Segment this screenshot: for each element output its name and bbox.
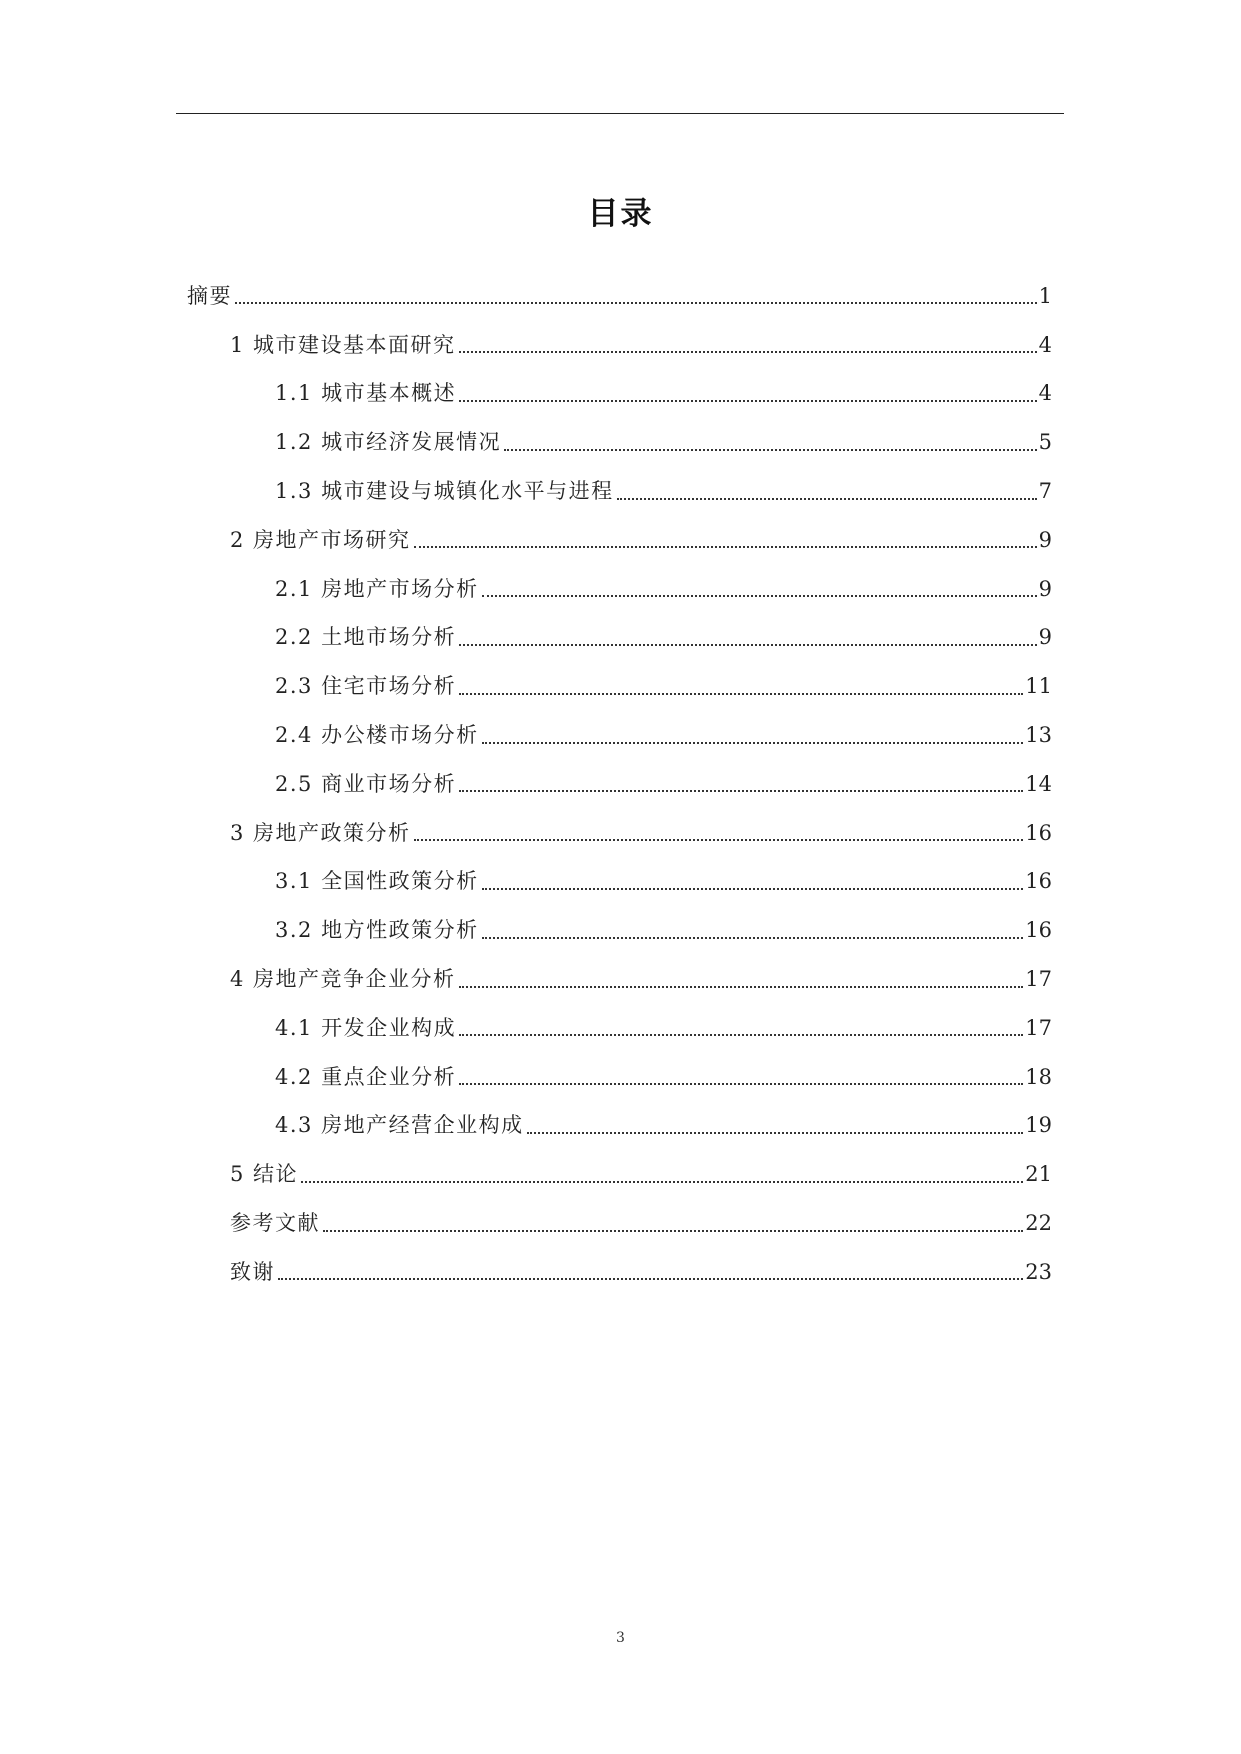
toc-entry-page: 16 bbox=[1025, 918, 1052, 943]
toc-entry-page: 14 bbox=[1025, 771, 1052, 796]
toc-entry-page: 17 bbox=[1025, 967, 1052, 992]
toc-entry[interactable] bbox=[0, 662, 1241, 711]
toc-entry-page: 16 bbox=[1025, 820, 1052, 845]
toc-dot-leader bbox=[459, 644, 1037, 646]
toc-entry[interactable] bbox=[0, 1053, 1241, 1102]
toc-entry[interactable] bbox=[0, 418, 1241, 467]
toc-dot-leader bbox=[459, 1034, 1023, 1036]
toc-entry-page: 1 bbox=[1038, 283, 1052, 308]
toc-entry-label: 2.5 商业市场分析 bbox=[275, 771, 457, 796]
toc-entry[interactable] bbox=[0, 467, 1241, 516]
toc-dot-leader bbox=[482, 888, 1024, 890]
toc-dot-leader bbox=[527, 1132, 1024, 1134]
page-number: 3 bbox=[616, 1630, 625, 1646]
toc-entry-label: 摘要 bbox=[187, 283, 232, 308]
toc-entry-page: 18 bbox=[1025, 1064, 1052, 1089]
page-title: 目录 bbox=[587, 196, 654, 232]
toc-entry[interactable] bbox=[0, 516, 1241, 565]
toc-entry-page: 4 bbox=[1038, 332, 1052, 357]
toc-dot-leader bbox=[459, 693, 1023, 695]
toc-entry[interactable] bbox=[0, 858, 1241, 907]
header-rule bbox=[176, 113, 1064, 114]
toc-entry-label: 5 结论 bbox=[230, 1162, 299, 1187]
toc-dot-leader bbox=[459, 351, 1037, 353]
toc-dot-leader bbox=[323, 1230, 1023, 1232]
toc-list bbox=[0, 272, 1241, 1297]
toc-entry-page: 9 bbox=[1038, 625, 1052, 650]
toc-entry[interactable] bbox=[0, 614, 1241, 663]
toc-entry[interactable] bbox=[0, 1102, 1241, 1151]
toc-entry[interactable] bbox=[0, 1150, 1241, 1199]
toc-entry-page: 21 bbox=[1025, 1162, 1052, 1187]
toc-entry[interactable] bbox=[0, 906, 1241, 955]
toc-entry[interactable] bbox=[0, 370, 1241, 419]
toc-dot-leader bbox=[459, 790, 1023, 792]
toc-entry[interactable] bbox=[0, 1004, 1241, 1053]
toc-entry[interactable] bbox=[0, 955, 1241, 1004]
toc-entry-page: 22 bbox=[1025, 1211, 1052, 1236]
toc-dot-leader bbox=[278, 1278, 1023, 1280]
toc-entry-label: 1.1 城市基本概述 bbox=[275, 381, 457, 406]
toc-entry-label: 4.2 重点企业分析 bbox=[275, 1064, 457, 1089]
toc-entry-label: 3.2 地方性政策分析 bbox=[275, 918, 479, 943]
toc-entry[interactable] bbox=[0, 1248, 1241, 1297]
toc-entry-page: 5 bbox=[1038, 430, 1052, 455]
toc-entry-label: 3 房地产政策分析 bbox=[230, 820, 411, 845]
toc-entry-page: 4 bbox=[1038, 381, 1052, 406]
toc-entry-page: 7 bbox=[1038, 479, 1052, 504]
toc-entry-page: 11 bbox=[1025, 674, 1052, 699]
toc-entry[interactable] bbox=[0, 809, 1241, 858]
toc-dot-leader bbox=[617, 498, 1037, 500]
toc-entry-page: 23 bbox=[1025, 1259, 1052, 1284]
toc-dot-leader bbox=[482, 742, 1024, 744]
toc-entry-label: 1.3 城市建设与城镇化水平与进程 bbox=[275, 479, 614, 504]
toc-entry[interactable] bbox=[0, 760, 1241, 809]
toc-entry-page: 9 bbox=[1038, 576, 1052, 601]
toc-entry-page: 16 bbox=[1025, 869, 1052, 894]
toc-entry-label: 1.2 城市经济发展情况 bbox=[275, 430, 502, 455]
toc-dot-leader bbox=[482, 937, 1024, 939]
toc-entry[interactable] bbox=[0, 711, 1241, 760]
toc-dot-leader bbox=[504, 449, 1037, 451]
toc-dot-leader bbox=[459, 1083, 1023, 1085]
toc-entry-label: 2 房地产市场研究 bbox=[230, 527, 411, 552]
toc-entry-page: 19 bbox=[1025, 1113, 1052, 1138]
toc-entry-label: 4.3 房地产经营企业构成 bbox=[275, 1113, 524, 1138]
toc-entry-label: 2.2 土地市场分析 bbox=[275, 625, 457, 650]
toc-entry[interactable] bbox=[0, 321, 1241, 370]
toc-entry-page: 9 bbox=[1038, 527, 1052, 552]
toc-entry-label: 3.1 全国性政策分析 bbox=[275, 869, 479, 894]
toc-dot-leader bbox=[301, 1181, 1023, 1183]
toc-entry-label: 致谢 bbox=[230, 1259, 275, 1284]
toc-entry-page: 13 bbox=[1025, 723, 1052, 748]
toc-dot-leader bbox=[459, 986, 1024, 988]
toc-entry-label: 4.1 开发企业构成 bbox=[275, 1015, 457, 1040]
toc-entry[interactable] bbox=[0, 1199, 1241, 1248]
toc-dot-leader bbox=[482, 595, 1037, 597]
toc-entry-label: 2.3 住宅市场分析 bbox=[275, 674, 457, 699]
toc-dot-leader bbox=[459, 400, 1037, 402]
toc-entry[interactable] bbox=[0, 565, 1241, 614]
toc-entry-label: 2.1 房地产市场分析 bbox=[275, 576, 479, 601]
toc-dot-leader bbox=[414, 546, 1037, 548]
toc-entry-page: 17 bbox=[1025, 1015, 1052, 1040]
toc-entry-label: 2.4 办公楼市场分析 bbox=[275, 723, 479, 748]
toc-entry-label: 4 房地产竞争企业分析 bbox=[230, 967, 456, 992]
toc-dot-leader bbox=[414, 839, 1024, 841]
toc-entry[interactable] bbox=[0, 272, 1241, 321]
toc-entry-label: 1 城市建设基本面研究 bbox=[230, 332, 456, 357]
toc-entry-label: 参考文献 bbox=[230, 1211, 320, 1236]
toc-dot-leader bbox=[235, 302, 1037, 304]
